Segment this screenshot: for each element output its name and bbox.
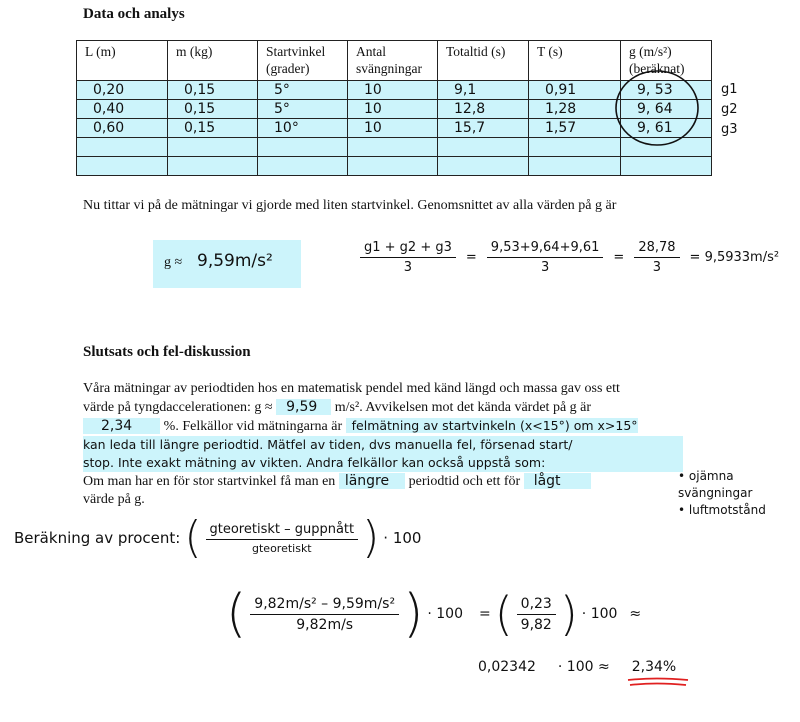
percent-result [478, 659, 676, 675]
g-approx-value: 9,59m/s² [197, 251, 273, 271]
col-header-length: L (m) [77, 41, 168, 81]
table-cell: 9,1 [438, 81, 529, 100]
table-cell: 10 [348, 81, 438, 100]
row-label-g3: g3 [721, 122, 738, 137]
paren-left: ( [226, 584, 247, 644]
table-cell [348, 157, 438, 176]
table-cell: 9, 61 [621, 119, 712, 138]
table-cell: 9, 53 [621, 81, 712, 100]
decimal-result: 0,02342 [478, 659, 536, 675]
avg-fraction-3 [634, 240, 679, 275]
error-sources-c: stop. Inte exakt mätning av vikten. Andra felkällor kan också uppstå som: [83, 454, 683, 472]
avg-fraction-1-numerator: g1 + g2 + g3 [360, 240, 456, 258]
table-cell: 0,15 [168, 81, 258, 100]
substitution-fraction [250, 596, 399, 633]
avg-fraction-2 [487, 240, 604, 275]
percent-formula [14, 512, 422, 563]
table-cell: 0,15 [168, 119, 258, 138]
formula-fraction [206, 522, 359, 555]
intro-text: Nu tittar vi på de mätningar vi gjorde med liten startvinkel. Genomsnittet av alla värden på g är [83, 198, 617, 213]
table-cell: 0,20 [77, 81, 168, 100]
error-sources-b: kan leda till längre periodtid. Mätfel av tiden, dvs manuella fel, försenad start/ [83, 436, 683, 454]
table-cell [438, 157, 529, 176]
table-cell: 1,57 [529, 119, 621, 138]
table-cell [529, 157, 621, 176]
table-cell [77, 138, 168, 157]
table-cell: 10 [348, 119, 438, 138]
equals-sign: = [613, 250, 625, 265]
table-cell: 10° [258, 119, 348, 138]
conclusion-line-5: värde på g. [83, 492, 145, 507]
table-cell: 5° [258, 100, 348, 119]
times-100: · 100 [581, 606, 618, 622]
equals-sign: = [465, 250, 477, 265]
conclusion-line-2a: värde på tyngdaccelerationen: g ≈ [83, 400, 273, 415]
percent-highlight: 2,34 [83, 418, 160, 434]
col-header-total-time: Totaltid (s) [438, 41, 529, 81]
side-notes [678, 468, 798, 519]
conclusion-line-4a: Om man har en för stor startvinkel få man en [83, 474, 336, 489]
formula-numerator: gteoretiskt – guppnått [206, 522, 359, 540]
table-cell: 10 [348, 100, 438, 119]
formula-denominator: gteoretiskt [252, 541, 312, 555]
table-row [77, 157, 712, 176]
col-header-start-angle: Startvinkel (grader) [258, 41, 348, 81]
table-cell: 0,60 [77, 119, 168, 138]
section-title-data: Data och analys [83, 6, 185, 22]
equals-sign: = [478, 606, 491, 622]
table-cell [348, 138, 438, 157]
table-cell: 9, 64 [621, 100, 712, 119]
paren-right: ) [559, 587, 578, 641]
conclusion-line-3b: %. Felkällor vid mätningarna är [163, 419, 343, 434]
table-cell: 12,8 [438, 100, 529, 119]
col-header-oscillations: Antal svängningar [348, 41, 438, 81]
reduced-numerator: 0,23 [517, 596, 556, 615]
table-cell [438, 138, 529, 157]
percent-calc-label: Beräkning av procent: [14, 529, 181, 547]
col-header-period: T (s) [529, 41, 621, 81]
approx-sign: ≈ [629, 606, 642, 622]
times-100: · 100 [427, 606, 463, 622]
times-100: · 100 [383, 529, 422, 547]
final-percent [632, 659, 676, 675]
times-100-approx: · 100 ≈ [557, 659, 610, 675]
table-cell [168, 157, 258, 176]
conclusion-line-4b: periodtid och ett för [408, 474, 521, 489]
conclusion-paragraph [83, 380, 683, 509]
table-cell: 15,7 [438, 119, 529, 138]
section-title-conclusion: Slutsats och fel-diskussion [83, 344, 251, 360]
table-cell: 0,91 [529, 81, 621, 100]
red-underline [626, 677, 692, 689]
table-cell [77, 157, 168, 176]
avg-fraction-2-denominator: 3 [540, 260, 550, 275]
avg-fraction-1-denominator: 3 [403, 260, 413, 275]
side-note-air-resistance: • luftmotstånd [678, 503, 766, 517]
paren-left: ( [494, 587, 513, 641]
row-label-g2: g2 [721, 102, 738, 117]
col-header-g: g (m/s²) (beräknat) [621, 41, 712, 81]
table-cell [529, 138, 621, 157]
average-result: = 9,5933m/s² [689, 250, 780, 265]
substitution-numerator: 9,82m/s² – 9,59m/s² [250, 596, 399, 615]
avg-fraction-3-numerator: 28,78 [634, 240, 679, 258]
paren-right: ) [362, 512, 380, 563]
table-cell [258, 138, 348, 157]
reduced-fraction [517, 596, 556, 633]
average-calculation [360, 240, 779, 275]
side-note-uneven-oscillations: • ojämna svängningar [678, 469, 753, 500]
avg-fraction-2-numerator: 9,53+9,64+9,61 [487, 240, 604, 258]
row-labels [721, 80, 738, 140]
final-percent-value: 2,34% [631, 659, 677, 675]
g-result-box [153, 240, 301, 288]
reduced-denominator: 9,82 [520, 616, 552, 633]
table-cell: 0,40 [77, 100, 168, 119]
longer-highlight: längre [339, 473, 405, 489]
lower-highlight: lågt [524, 473, 591, 489]
table-cell [168, 138, 258, 157]
avg-fraction-1 [360, 240, 456, 275]
table-cell: 0,15 [168, 100, 258, 119]
g-value-highlight: 9,59 [276, 399, 331, 415]
substitution-denominator: 9,82m/s [296, 616, 354, 633]
table-cell: 1,28 [529, 100, 621, 119]
error-sources-a: felmätning av startvinkeln (x<15°) om x>15° [346, 418, 638, 433]
paren-left: ( [184, 512, 202, 563]
table-cell [258, 157, 348, 176]
paren-right: ) [403, 584, 424, 644]
col-header-mass: m (kg) [168, 41, 258, 81]
conclusion-line-2b: m/s². Avvikelsen mot det kända värdet på g är [334, 400, 592, 415]
table-cell: 5° [258, 81, 348, 100]
g-approx-label: g ≈ [164, 255, 183, 270]
table-cell [621, 157, 712, 176]
circle-annotation [612, 68, 708, 150]
conclusion-line-1: Våra mätningar av periodtiden hos en matematisk pendel med känd längd och massa gav oss ett [83, 381, 620, 396]
row-label-g1: g1 [721, 82, 738, 97]
avg-fraction-3-denominator: 3 [652, 260, 662, 275]
percent-substitution [226, 584, 642, 644]
